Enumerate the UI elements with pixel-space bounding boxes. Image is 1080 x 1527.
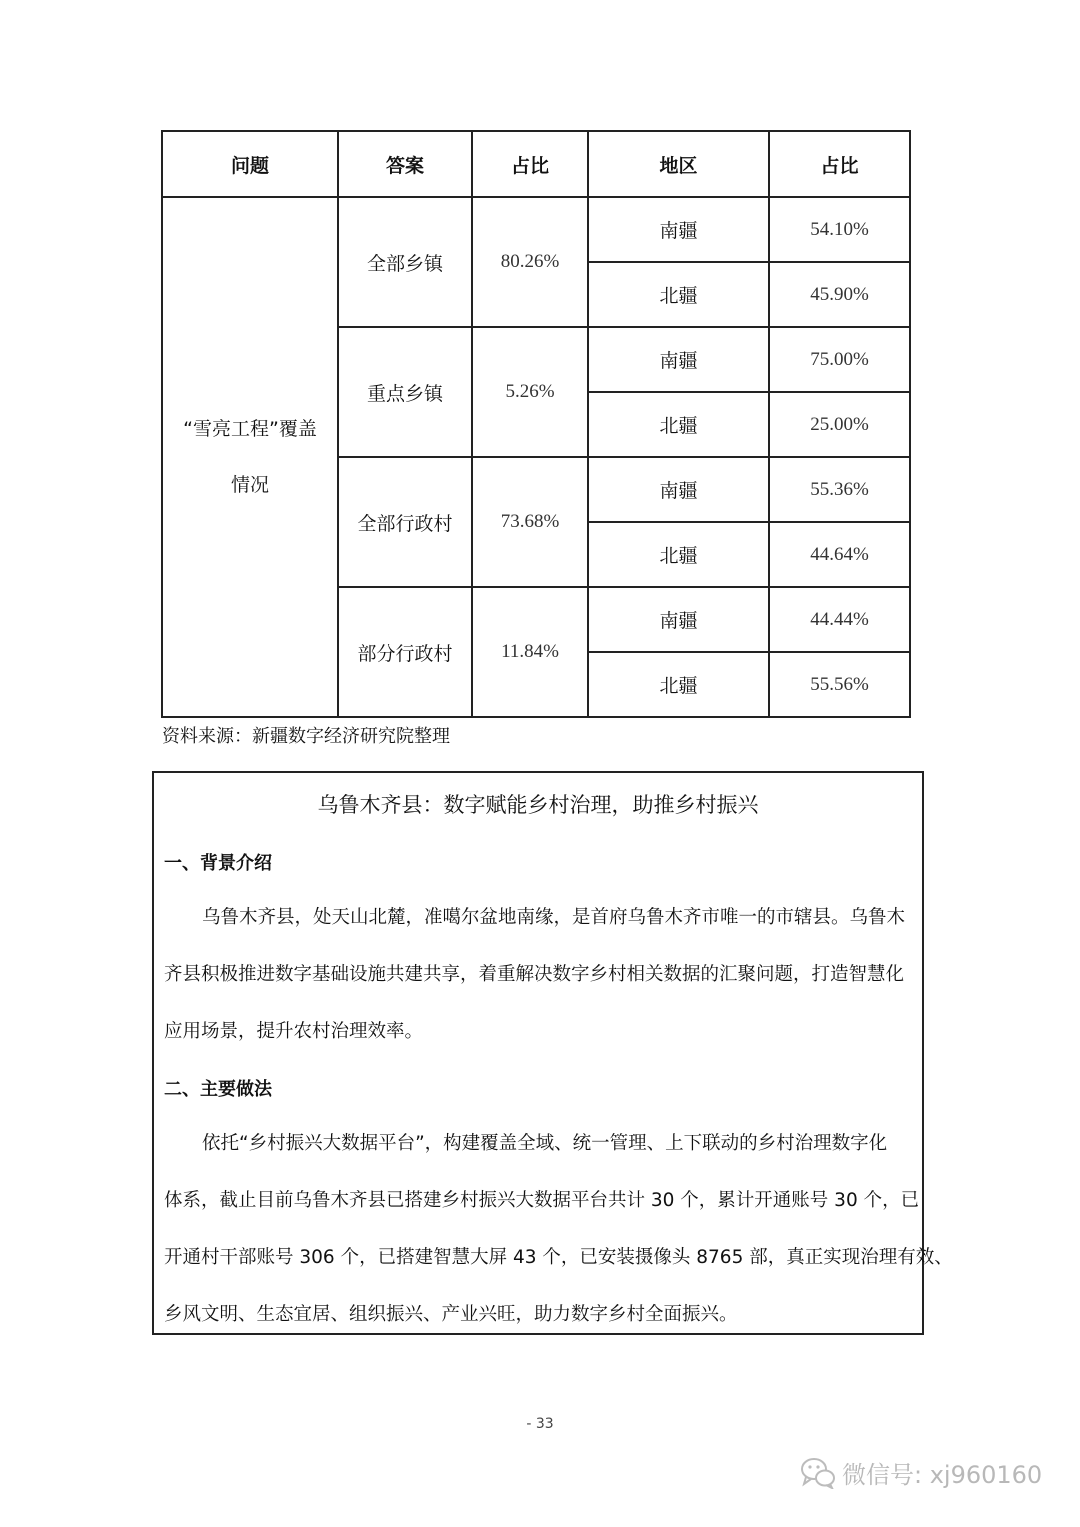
watermark-text: 微信号: xj960160: [842, 1461, 1043, 1489]
header-share: 占比: [472, 131, 588, 197]
region-cell: 北疆: [588, 652, 769, 717]
question-line: 情况: [230, 474, 269, 496]
region-share-cell: 45.90%: [769, 262, 910, 327]
table-header-row: [162, 131, 910, 197]
region-cell: 北疆: [588, 392, 769, 457]
answer-cell: 部分行政村: [338, 587, 472, 717]
region-cell: 南疆: [588, 327, 769, 392]
region-share-cell: 44.44%: [769, 587, 910, 652]
section-heading-approach: 二、主要做法: [164, 1079, 272, 1100]
answer-cell: 重点乡镇: [338, 327, 472, 457]
region-share-cell: 54.10%: [769, 197, 910, 262]
region-share-cell: 75.00%: [769, 327, 910, 392]
region-cell: 北疆: [588, 522, 769, 587]
paragraph-line: 依托“乡村振兴大数据平台”，构建覆盖全域、统一管理、上下联动的乡村治理数字化: [202, 1133, 888, 1154]
answer-share-cell: 80.26%: [472, 197, 588, 327]
region-share-cell: 55.56%: [769, 652, 910, 717]
paragraph-line: 应用场景，提升农村治理效率。: [164, 1021, 424, 1042]
page-number: - 33: [526, 1416, 554, 1432]
region-cell: 南疆: [588, 197, 769, 262]
region-share-cell: 55.36%: [769, 457, 910, 522]
answer-share-cell: 73.68%: [472, 457, 588, 587]
table-row: [162, 197, 910, 262]
question-cell: [162, 197, 338, 717]
section-paragraph-background: [164, 889, 918, 1060]
watermark: [800, 1455, 1042, 1490]
question-line: “雪亮工程”覆盖: [183, 418, 317, 440]
paragraph-line: 乌鲁木齐县，处天山北麓，准噶尔盆地南缘，是首府乌鲁木齐市唯一的市辖县。乌鲁木: [202, 907, 906, 928]
paragraph-line: 体系，截止目前乌鲁木齐县已搭建乡村振兴大数据平台共计 30 个，累计开通账号 30 个，已: [164, 1190, 920, 1211]
header-region: 地区: [588, 131, 769, 197]
header-question: 问题: [162, 131, 338, 197]
wechat-icon: [800, 1457, 836, 1489]
paragraph-line: 开通村干部账号 306 个，已搭建智慧大屏 43 个，已安装摄像头 8765 部，真正实现治理有效、: [164, 1247, 953, 1268]
paragraph-line: 齐县积极推进数字基础设施共建共享，着重解决数字乡村相关数据的汇聚问题，打造智慧化: [164, 964, 905, 985]
region-cell: 北疆: [588, 262, 769, 327]
answer-cell: 全部行政村: [338, 457, 472, 587]
paragraph-line: 乡风文明、生态宜居、组织振兴、产业兴旺，助力数字乡村全面振兴。: [164, 1304, 738, 1325]
region-cell: 南疆: [588, 457, 769, 522]
coverage-table: [161, 130, 911, 718]
case-study-box: [152, 771, 953, 1335]
source-note: 资料来源：新疆数字经济研究院整理: [162, 726, 450, 747]
answer-cell: 全部乡镇: [338, 197, 472, 327]
section-heading-background: 一、背景介绍: [164, 853, 272, 874]
region-cell: 南疆: [588, 587, 769, 652]
region-share-cell: 25.00%: [769, 392, 910, 457]
header-answer: 答案: [338, 131, 472, 197]
header-region-share: 占比: [769, 131, 910, 197]
region-share-cell: 44.64%: [769, 522, 910, 587]
section-paragraph-approach: [164, 1115, 953, 1343]
case-title: 乌鲁木齐县：数字赋能乡村治理，助推乡村振兴: [317, 793, 759, 817]
answer-share-cell: 5.26%: [472, 327, 588, 457]
answer-share-cell: 11.84%: [472, 587, 588, 717]
